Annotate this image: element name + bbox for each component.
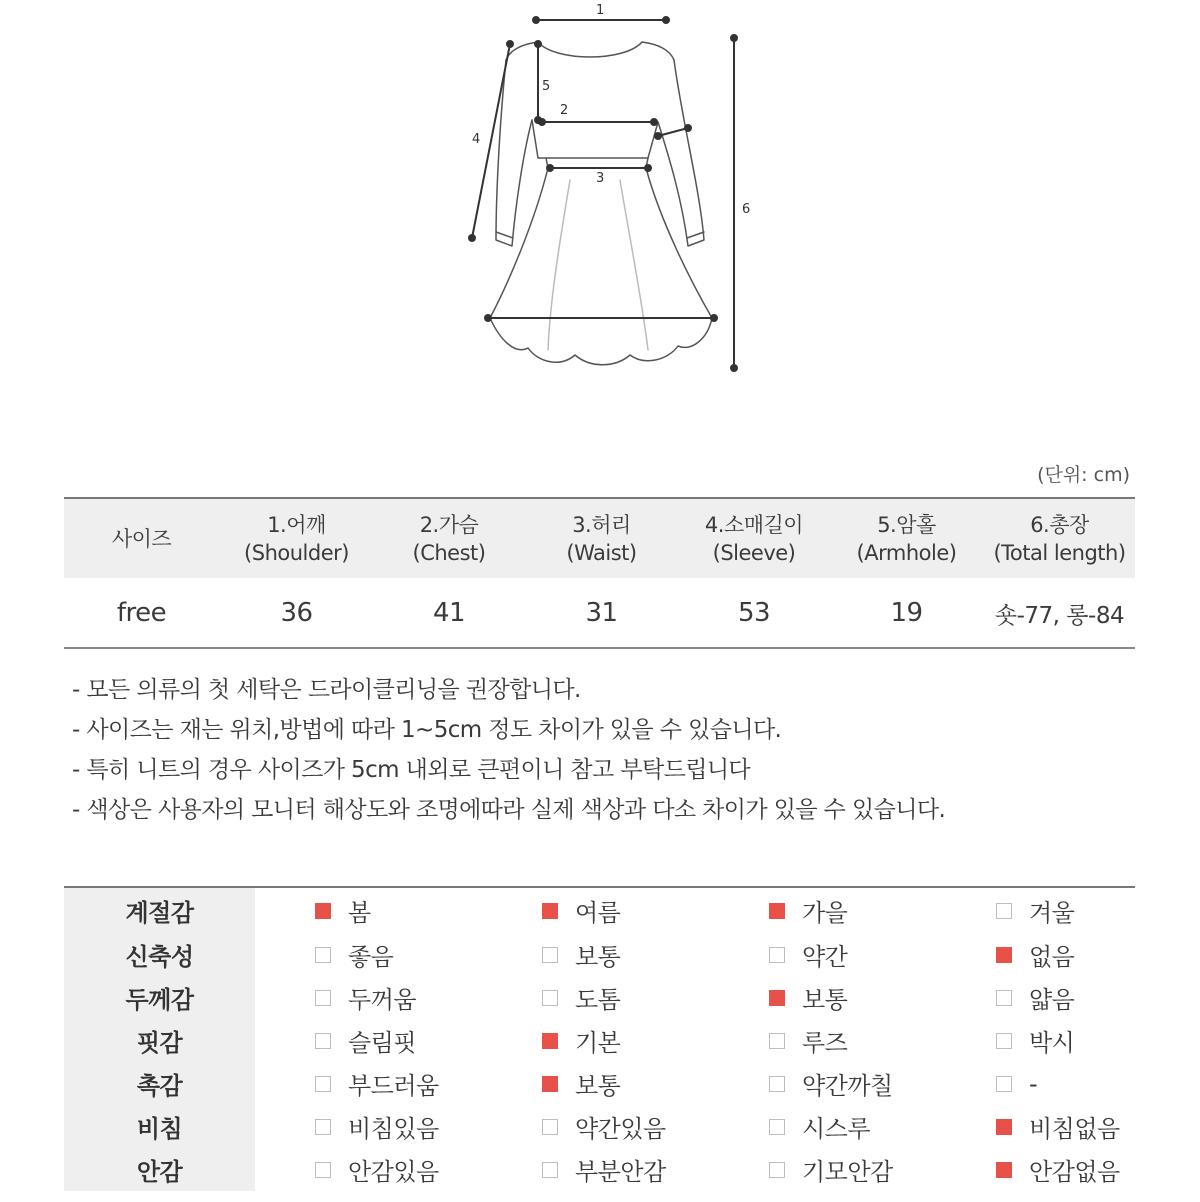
attribute-option-label: 봄 (348, 899, 371, 927)
unchecked-box-icon (315, 1033, 331, 1049)
label-2: 2 (560, 103, 569, 118)
attribute-option (315, 976, 416, 1019)
attribute-label: 계절감 (64, 888, 255, 933)
cell-size: free (116, 598, 167, 628)
attribute-option (996, 1105, 1120, 1148)
size-table-header (64, 499, 1135, 579)
attribute-option-label: 겨울 (1029, 899, 1075, 927)
unchecked-box-icon (996, 1033, 1012, 1049)
attribute-option (542, 888, 620, 933)
header-waist: 3.허리 (Waist) (566, 512, 637, 565)
attribute-option-label: 약간있음 (575, 1115, 666, 1143)
attribute-option (542, 1019, 620, 1062)
attribute-option (996, 1019, 1074, 1062)
checked-box-icon (996, 1162, 1012, 1178)
attribute-option-label: 여름 (575, 899, 621, 927)
attribute-option-label: 안감있음 (348, 1158, 439, 1186)
unchecked-box-icon (996, 1076, 1012, 1092)
header-total-length: 6.총장 (Total length) (993, 512, 1126, 565)
size-table-row (64, 579, 1135, 647)
unchecked-box-icon (542, 1162, 558, 1178)
note-item: - 특히 니트의 경우 사이즈가 5cm 내외로 큰편이니 참고 부탁드립니다 (72, 757, 751, 783)
attribute-option-label: 얇음 (1029, 986, 1075, 1014)
unchecked-box-icon (769, 1033, 785, 1049)
label-5: 5 (542, 79, 551, 94)
attribute-label: 핏감 (64, 1019, 255, 1062)
attribute-option-label: 부분안감 (575, 1158, 666, 1186)
unchecked-box-icon (769, 1076, 785, 1092)
header-shoulder: 1.어깨 (Shoulder) (244, 512, 349, 565)
cell-shoulder: 36 (280, 598, 313, 628)
attribute-option (996, 933, 1074, 976)
attribute-option-label: 비침없음 (1029, 1115, 1120, 1143)
attribute-option-label: 박시 (1029, 1029, 1075, 1057)
attribute-table (64, 886, 1135, 1202)
attribute-option (542, 1105, 666, 1148)
unchecked-box-icon (315, 990, 331, 1006)
attribute-option (996, 1148, 1120, 1191)
attribute-option-label: - (1029, 1069, 1038, 1098)
attribute-row (64, 933, 1135, 976)
checked-box-icon (996, 947, 1012, 963)
checked-box-icon (542, 1033, 558, 1049)
attribute-option-label: 보통 (802, 986, 848, 1014)
unchecked-box-icon (996, 990, 1012, 1006)
attribute-option-label: 도톰 (575, 986, 621, 1014)
attribute-option-label: 보통 (575, 1072, 621, 1100)
header-sleeve: 4.소매길이 (Sleeve) (704, 512, 804, 565)
attribute-option-label: 약간까칠 (802, 1072, 893, 1100)
unchecked-box-icon (996, 903, 1012, 919)
care-notes (72, 670, 1132, 830)
attribute-row (64, 1105, 1135, 1148)
cell-chest: 41 (432, 598, 466, 628)
checked-box-icon (542, 903, 558, 919)
attribute-row (64, 1019, 1135, 1062)
attribute-option (542, 933, 620, 976)
note-item: - 모든 의류의 첫 세탁은 드라이클리닝을 권장합니다. (72, 677, 581, 703)
attribute-option (996, 1062, 1037, 1105)
attribute-option-label: 시스루 (802, 1115, 871, 1143)
measure-labels (472, 3, 750, 217)
attribute-option (542, 976, 620, 1019)
header-size: 사이즈 (111, 526, 172, 551)
unchecked-box-icon (315, 1076, 331, 1092)
attribute-option (315, 1019, 416, 1062)
unchecked-box-icon (315, 1162, 331, 1178)
attribute-option (769, 888, 847, 933)
checked-box-icon (315, 903, 331, 919)
unchecked-box-icon (542, 990, 558, 1006)
attribute-label: 비침 (64, 1105, 255, 1148)
attribute-option-label: 보통 (575, 943, 621, 971)
attribute-option-label: 비침있음 (348, 1115, 439, 1143)
attribute-option (769, 1148, 893, 1191)
unchecked-box-icon (315, 1119, 331, 1135)
cell-sleeve: 53 (737, 598, 771, 628)
attribute-option-label: 기모안감 (802, 1158, 893, 1186)
label-3: 3 (596, 171, 605, 186)
label-1: 1 (596, 3, 605, 18)
unchecked-box-icon (315, 947, 331, 963)
unchecked-box-icon (769, 1162, 785, 1178)
label-4: 4 (472, 132, 481, 147)
dress-outline (490, 42, 712, 365)
attribute-option-label: 없음 (1029, 943, 1075, 971)
attribute-row (64, 1148, 1135, 1191)
measure-lines (469, 17, 737, 371)
attribute-option (542, 1148, 666, 1191)
note-item: - 색상은 사용자의 모니터 해상도와 조명에따라 실제 색상과 다소 차이가 있을 수 있습니다. (72, 797, 946, 823)
attribute-option (769, 1062, 893, 1105)
attribute-option (769, 1105, 870, 1148)
unit-note: (단위: cm) (1037, 464, 1130, 486)
attribute-option (315, 1148, 439, 1191)
unchecked-box-icon (542, 947, 558, 963)
dress-measurement-diagram (420, 0, 800, 390)
checked-box-icon (996, 1119, 1012, 1135)
cell-waist: 31 (585, 598, 618, 628)
attribute-option (769, 976, 847, 1019)
attribute-option (315, 888, 371, 933)
attribute-option-label: 부드러움 (348, 1072, 439, 1100)
checked-box-icon (542, 1076, 558, 1092)
header-armhole: 5.암홀 (Armhole) (856, 512, 957, 565)
cell-armhole: 19 (890, 598, 923, 628)
attribute-option (996, 888, 1074, 933)
attribute-option-label: 기본 (575, 1029, 621, 1057)
cell-total-length: 숏-77, 롱-84 (994, 602, 1125, 629)
unchecked-box-icon (542, 1119, 558, 1135)
attribute-option (769, 1019, 847, 1062)
size-table (64, 497, 1135, 649)
attribute-label: 신축성 (64, 933, 255, 976)
attribute-label: 두께감 (64, 976, 255, 1019)
attribute-label: 촉감 (64, 1062, 255, 1105)
attribute-option (315, 1062, 439, 1105)
attribute-option-label: 두꺼움 (348, 986, 417, 1014)
attribute-option-label: 슬림핏 (348, 1029, 417, 1057)
unchecked-box-icon (769, 947, 785, 963)
attribute-option (315, 933, 393, 976)
attribute-row (64, 1062, 1135, 1105)
checked-box-icon (769, 903, 785, 919)
attribute-option-label: 루즈 (802, 1029, 848, 1057)
header-chest: 2.가슴 (Chest) (412, 512, 486, 565)
attribute-option-label: 좋음 (348, 943, 394, 971)
attribute-option (996, 976, 1074, 1019)
attribute-option (769, 933, 847, 976)
attribute-row (64, 976, 1135, 1019)
attribute-option (542, 1062, 620, 1105)
unchecked-box-icon (769, 1119, 785, 1135)
label-6: 6 (742, 202, 751, 217)
attribute-option (315, 1105, 439, 1148)
attribute-row (64, 888, 1135, 933)
note-item: - 사이즈는 재는 위치,방법에 따라 1~5cm 정도 차이가 있을 수 있습니다. (72, 717, 782, 743)
attribute-option-label: 안감없음 (1029, 1158, 1120, 1186)
attribute-option-label: 가을 (802, 899, 848, 927)
checked-box-icon (769, 990, 785, 1006)
attribute-option-label: 약간 (802, 943, 848, 971)
attribute-label: 안감 (64, 1148, 255, 1191)
